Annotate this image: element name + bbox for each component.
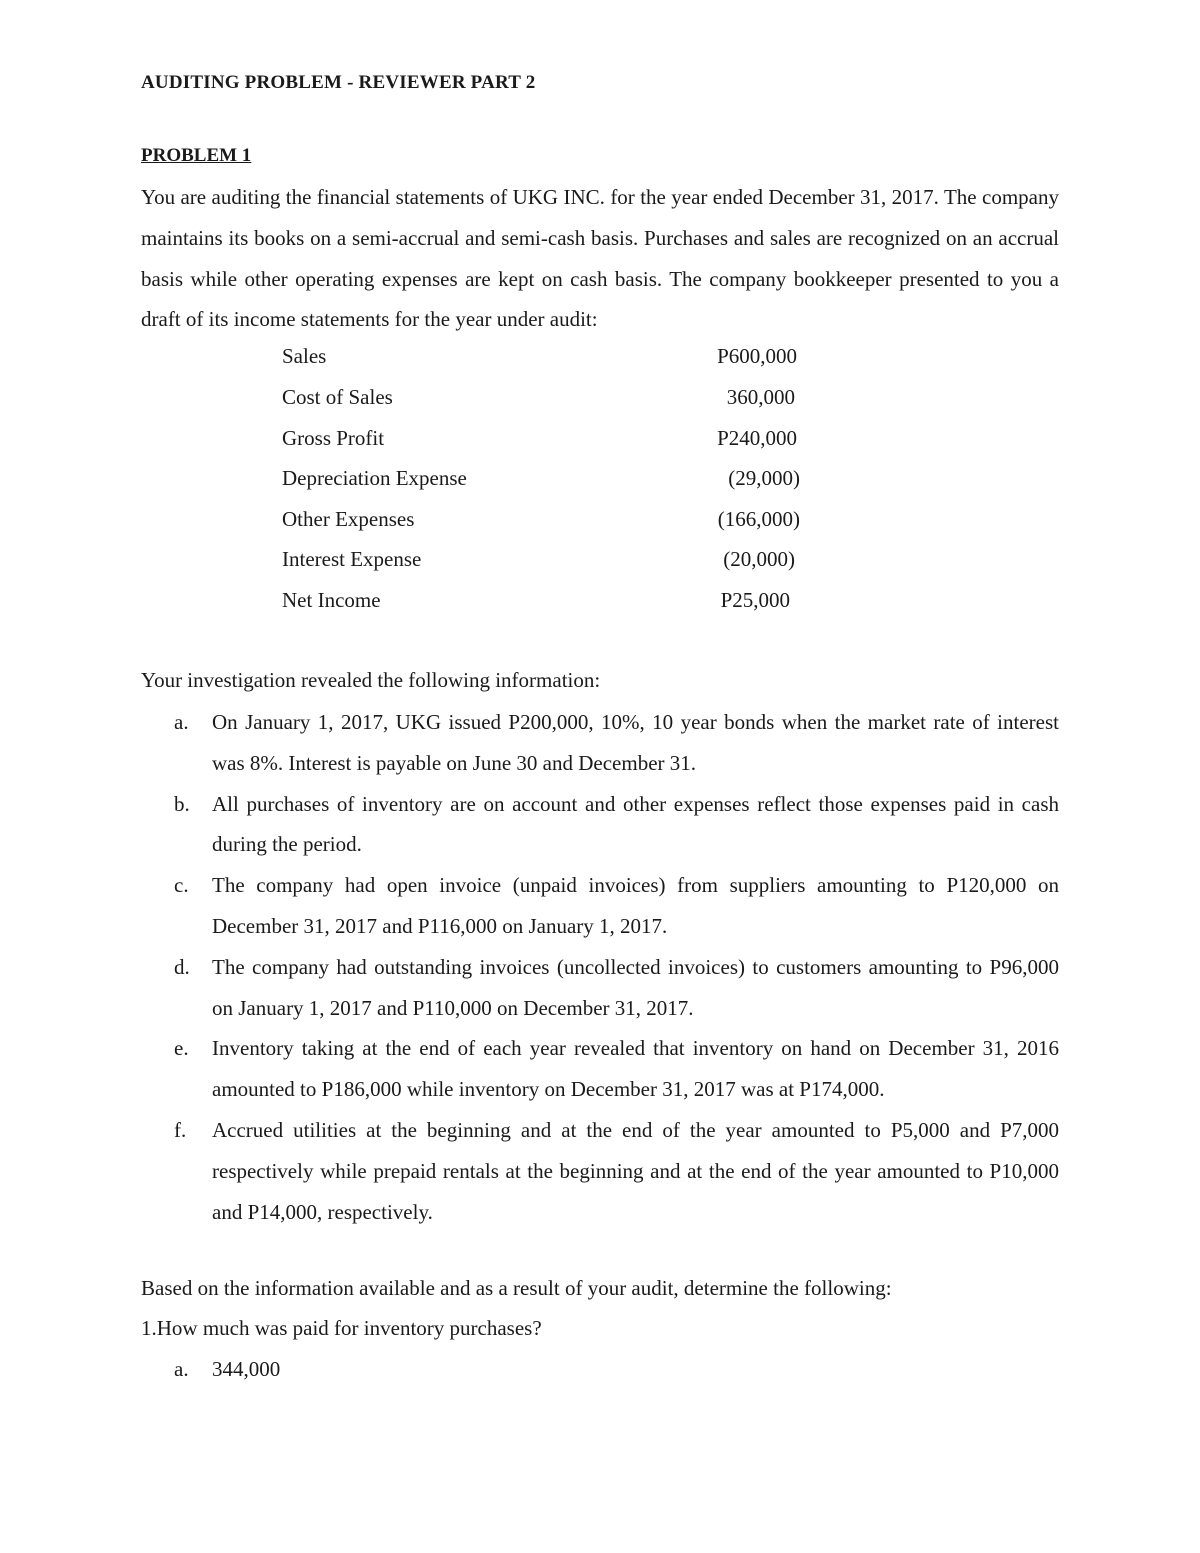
statement-row-cost-of-sales bbox=[282, 385, 802, 415]
list-item bbox=[141, 947, 1059, 1029]
statement-amount: P25,000 bbox=[720, 588, 790, 612]
statement-label: Net Income bbox=[282, 588, 381, 612]
statement-label: Depreciation Expense bbox=[282, 466, 467, 490]
statement-row-sales bbox=[282, 344, 802, 374]
statement-amount: (29,000) bbox=[728, 466, 800, 490]
list-item-letter: f. bbox=[174, 1117, 187, 1142]
list-item-text: Inventory taking at the end of each year revealed that inventory on hand on December 31, 2016 amounted to P186,000 while inventory on December 31, 2017 was at P174,000. bbox=[212, 1036, 1059, 1102]
list-item-text: The company had outstanding invoices (uncollected invoices) to customers amounting to P96,000 on January 1, 2017 and P110,000 on December 31, 2017. bbox=[212, 954, 1059, 1020]
statement-amount: 360,000 bbox=[726, 385, 795, 409]
statement-row-other-expenses bbox=[282, 507, 802, 537]
list-item bbox=[141, 1028, 1059, 1110]
problem-intro: You are auditing the financial statements of UKG INC. for the year ended December 31, 2017. The company maintains its books on a semi-accrual and semi-cash basis. Purchases and sales are recognized on an accrual basis while other operating expenses are kept on cash basis. The company bookkeeper presented to you a draft of its income statements for the year under audit: bbox=[141, 185, 1059, 332]
statement-label: Cost of Sales bbox=[282, 385, 393, 409]
statement-row-interest-expense bbox=[282, 547, 802, 577]
findings-list bbox=[141, 702, 1059, 1232]
list-item bbox=[141, 865, 1059, 947]
answer-choice-a bbox=[141, 1357, 541, 1389]
choice-text: 344,000 bbox=[212, 1357, 281, 1381]
list-item-letter: c. bbox=[174, 873, 189, 898]
list-item-text: On January 1, 2017, UKG issued P200,000, 10%, 10 year bonds when the market rate of interest was 8%. Interest is payable on June 30 and December 31. bbox=[212, 710, 1059, 775]
list-item bbox=[141, 1110, 1059, 1232]
list-item bbox=[141, 702, 1059, 784]
statement-label: Other Expenses bbox=[282, 507, 415, 531]
statement-amount: (20,000) bbox=[723, 547, 795, 571]
statement-amount: (166,000) bbox=[717, 507, 800, 531]
statement-row-gross-profit bbox=[282, 426, 802, 456]
list-item-text: The company had open invoice (unpaid invoices) from suppliers amounting to P120,000 on December 31, 2017 and P116,000 on January 1, 2017. bbox=[212, 873, 1059, 938]
list-item bbox=[141, 784, 1059, 866]
problem-heading: PROBLEM 1 bbox=[141, 145, 252, 166]
statement-label: Interest Expense bbox=[282, 547, 422, 571]
list-item-text: All purchases of inventory are on account and other expenses reflect those expenses paid in cash during the period. bbox=[212, 791, 1059, 857]
statement-row-net-income bbox=[282, 588, 802, 618]
list-item-letter: a. bbox=[174, 710, 189, 734]
statement-label: Sales bbox=[282, 344, 327, 368]
question-1: 1.How much was paid for inventory purchases? bbox=[141, 1316, 542, 1340]
instruction-text: Based on the information available and as a result of your audit, determine the following: bbox=[141, 1276, 892, 1300]
list-item-letter: b. bbox=[174, 791, 190, 816]
investigation-intro: Your investigation revealed the following information: bbox=[141, 668, 601, 692]
statement-label: Gross Profit bbox=[282, 426, 385, 450]
list-item-text: Accrued utilities at the beginning and at the end of the year amounted to P5,000 and P7,000 respectively while prepaid rentals at the beginning and at the end of the year amounted to P10,000 and P14,000, respectively. bbox=[212, 1117, 1059, 1224]
document-title: AUDITING PROBLEM - REVIEWER PART 2 bbox=[141, 72, 536, 93]
statement-amount: P600,000 bbox=[717, 344, 797, 368]
statement-row-depreciation-expense bbox=[282, 466, 802, 496]
list-item-letter: d. bbox=[174, 954, 190, 979]
list-item-letter: e. bbox=[174, 1036, 189, 1061]
statement-amount: P240,000 bbox=[717, 426, 797, 450]
choice-letter: a. bbox=[174, 1357, 189, 1381]
